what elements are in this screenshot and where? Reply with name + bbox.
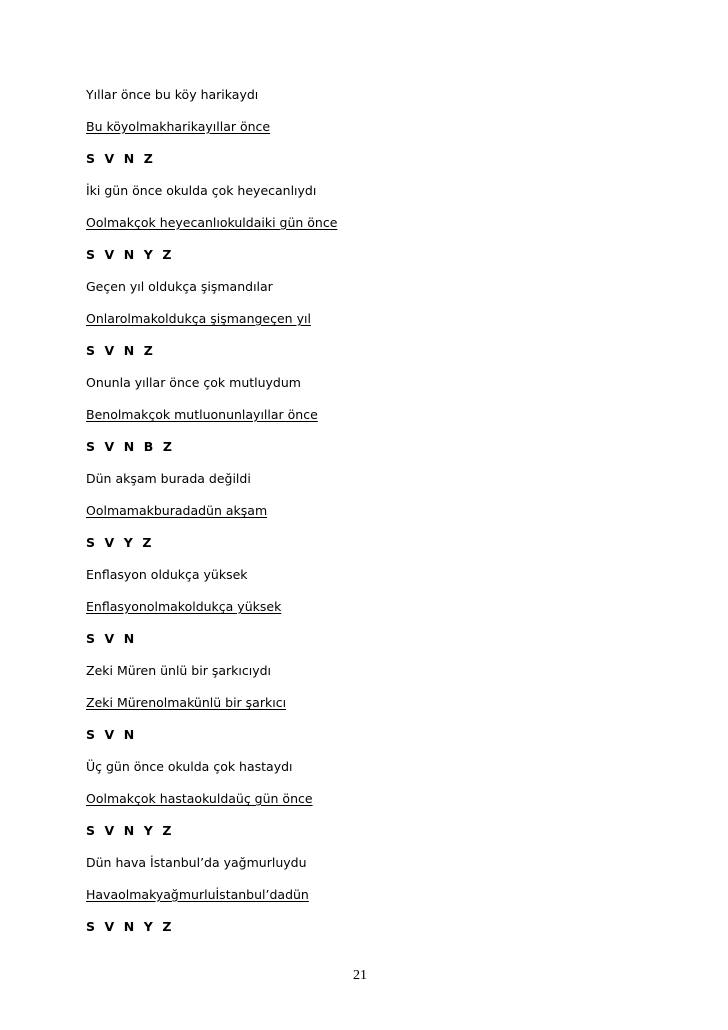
sentence-2: İki gün önce okulda çok heyecanlıydı (86, 183, 317, 198)
code-5: S V Y Z (86, 535, 155, 550)
analysis-7: Zeki Mürenolmakünlü bir şarkıcı (86, 695, 287, 710)
analysis-3: Onlarolmakoldukça şişmangeçen yıl (86, 311, 311, 326)
analysis-2: Oolmakçok heyecanlıokuldaiki gün önce (86, 215, 338, 230)
code-8: S V N Y Z (86, 823, 175, 838)
analysis-8: Oolmakçok hastaokuldaüç gün önce (86, 791, 313, 806)
sentence-7: Zeki Müren ünlü bir şarkıcıydı (86, 663, 272, 678)
sentence-4: Onunla yıllar önce çok mutluydum (86, 375, 301, 390)
page-number: 21 (353, 968, 367, 983)
code-2: S V N Y Z (86, 247, 175, 262)
code-1: S V N Z (86, 151, 156, 166)
sentence-6: Enflasyon oldukça yüksek (86, 567, 248, 582)
code-6: S V N (86, 631, 137, 646)
sentence-8: Üç gün önce okulda çok hastaydı (86, 759, 293, 774)
sentence-5: Dün akşam burada değildi (86, 471, 251, 486)
analysis-9: Havaolmakyağmurluİstanbul’dadün (86, 887, 309, 902)
code-9: S V N Y Z (86, 919, 175, 934)
analysis-6: Enflasyonolmakoldukça yüksek (86, 599, 282, 614)
analysis-1: Bu köyolmakharikayıllar önce (86, 119, 271, 134)
analysis-4: Benolmakçok mutluonunlayıllar önce (86, 407, 318, 422)
sentence-9: Dün hava İstanbul’da yağmurluydu (86, 855, 307, 870)
analysis-5: Oolmamakburadadün akşam (86, 503, 268, 518)
code-7: S V N (86, 727, 137, 742)
code-4: S V N B Z (86, 439, 175, 454)
code-3: S V N Z (86, 343, 156, 358)
sentence-3: Geçen yıl oldukça şişmandılar (86, 279, 273, 294)
sentence-1: Yıllar önce bu köy harikaydı (86, 87, 259, 102)
